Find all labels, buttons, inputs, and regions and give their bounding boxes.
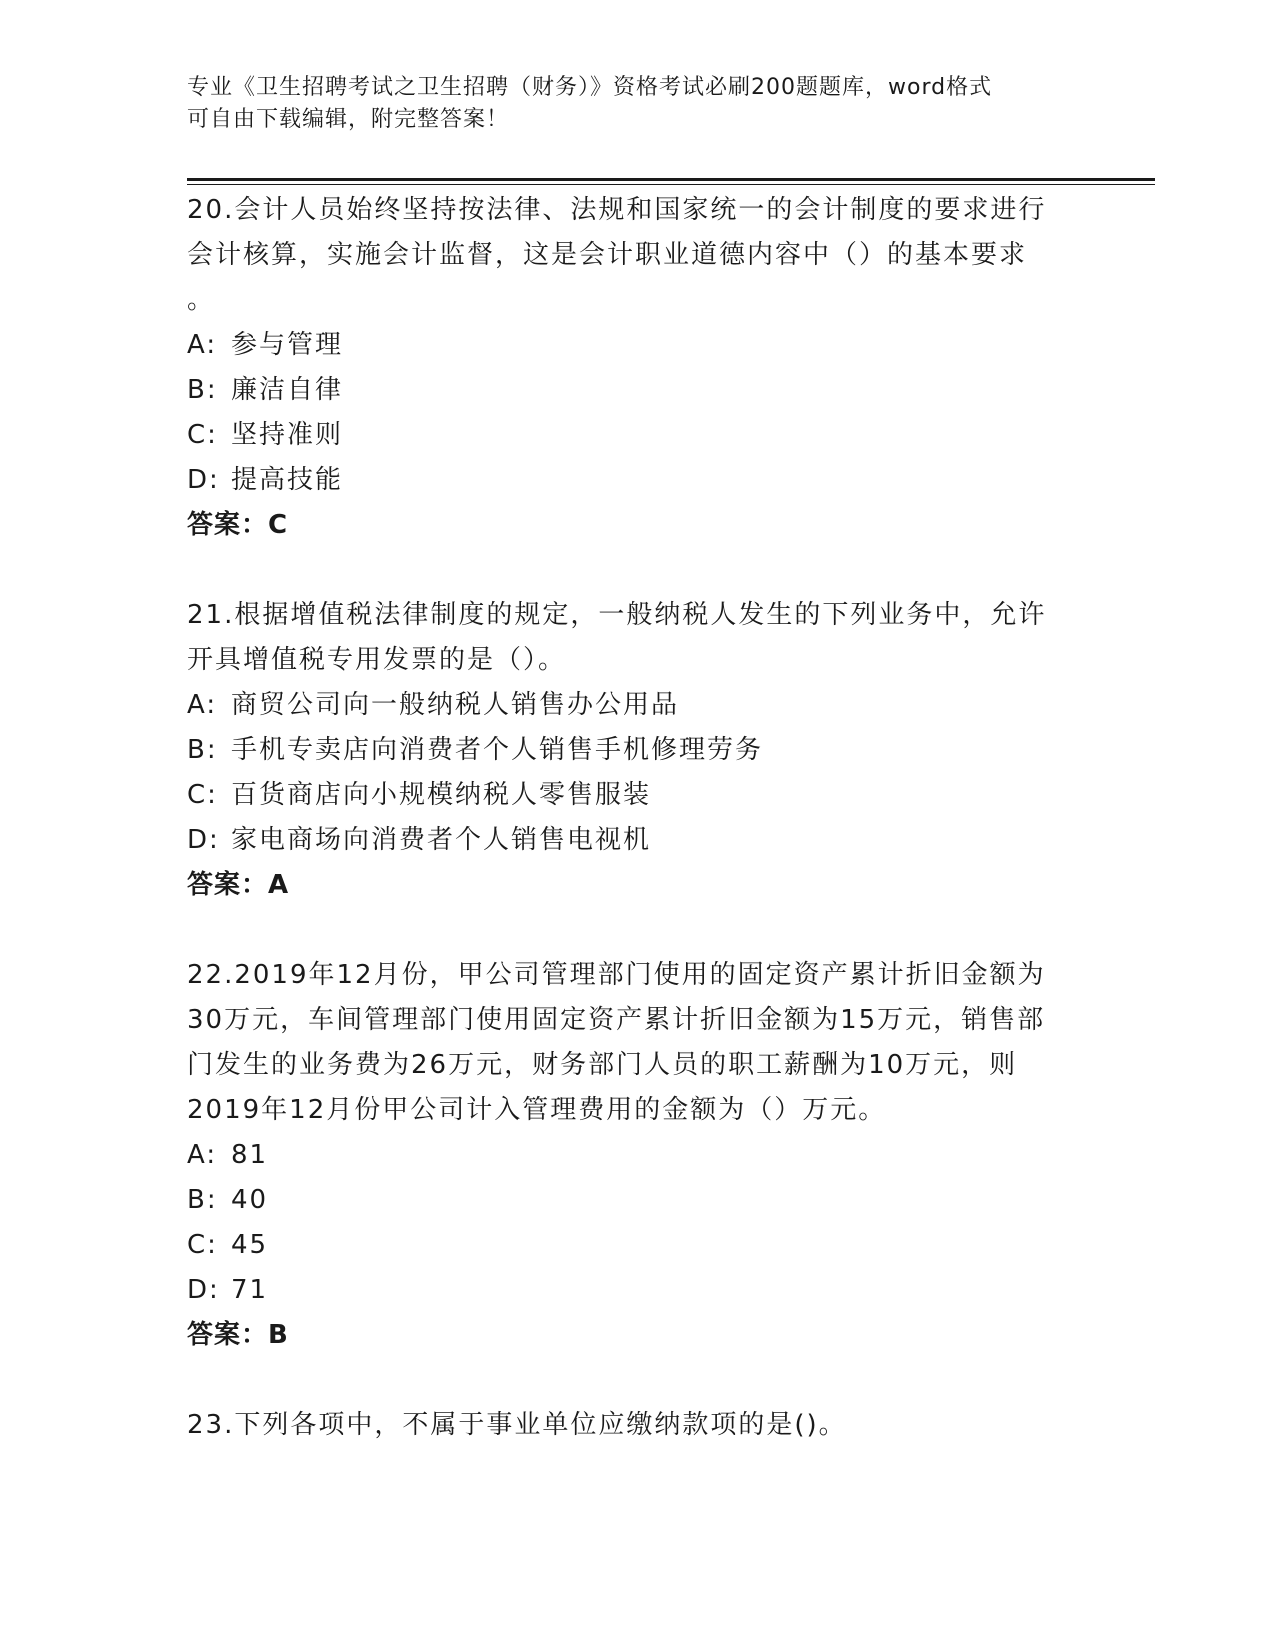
answer-line [187, 503, 1087, 548]
header-line-2: 可自由下载编辑，附完整答案！ [187, 107, 510, 132]
answer-line [187, 863, 1087, 908]
option-text: 家电商场向消费者个人销售电视机 [231, 825, 652, 855]
option-key: D: [187, 465, 220, 495]
header-line-1: 专业《卫生招聘考试之卫生招聘（财务）》资格考试必刷200题题库，word格式 [187, 75, 993, 100]
option-key: A: [187, 690, 218, 720]
option-text: 参与管理 [231, 330, 344, 360]
option-b [187, 368, 1087, 413]
answer-label: 答案： [187, 870, 269, 900]
question-stem-line: 2019年12月份甲公司计入管理费用的金额为（）万元。 [187, 1095, 887, 1125]
option-a [187, 683, 1087, 728]
question-stem-line: 30万元，车间管理部门使用固定资产累计折旧金额为15万元，销售部 [187, 1005, 1046, 1035]
question-stem-line: 21.根据增值税法律制度的规定，一般纳税人发生的下列业务中，允许 [187, 600, 1047, 630]
option-key: B: [187, 735, 218, 765]
option-key: D: [187, 825, 220, 855]
option-c [187, 413, 1087, 458]
question-stem-line: 。 [187, 285, 216, 315]
question-23 [187, 1403, 1087, 1448]
option-b [187, 728, 1087, 773]
option-key: C: [187, 420, 218, 450]
question-stem-line: 22.2019年12月份，甲公司管理部门使用的固定资产累计折旧金额为 [187, 960, 1046, 990]
option-text: 商贸公司向一般纳税人销售办公用品 [231, 690, 680, 720]
option-text: 提高技能 [231, 465, 344, 495]
option-d [187, 1268, 1087, 1313]
option-c [187, 1223, 1087, 1268]
answer-label: 答案： [187, 1320, 269, 1350]
question-stem-line: 会计核算，实施会计监督，这是会计职业道德内容中（）的基本要求 [187, 240, 1028, 270]
option-text: 40 [231, 1185, 269, 1215]
header-divider-thick [187, 178, 1155, 181]
answer-line [187, 1313, 1087, 1358]
question-22 [187, 953, 1087, 1358]
option-key: C: [187, 1230, 218, 1260]
answer-value: C [268, 510, 289, 540]
option-text: 45 [231, 1230, 269, 1260]
answer-value: A [268, 870, 290, 900]
question-stem-line: 20.会计人员始终坚持按法律、法规和国家统一的会计制度的要求进行 [187, 195, 1047, 225]
answer-value: B [268, 1320, 289, 1350]
option-text: 百货商店向小规模纳税人零售服装 [231, 780, 652, 810]
option-a [187, 323, 1087, 368]
question-spacer [187, 1358, 1087, 1403]
header-divider-thin [187, 184, 1155, 185]
option-key: B: [187, 375, 218, 405]
option-a [187, 1133, 1087, 1178]
question-list [187, 188, 1087, 1448]
question-stem-line: 23.下列各项中，不属于事业单位应缴纳款项的是()。 [187, 1410, 847, 1440]
option-text: 坚持准则 [231, 420, 344, 450]
question-stem-line: 门发生的业务费为26万元，财务部门人员的职工薪酬为10万元，则 [187, 1050, 1018, 1080]
document-header [187, 72, 1067, 136]
option-text: 71 [231, 1275, 269, 1305]
question-stem-line: 开具增值税专用发票的是（）。 [187, 645, 567, 675]
option-text: 廉洁自律 [231, 375, 344, 405]
question-spacer [187, 908, 1087, 953]
answer-label: 答案： [187, 510, 269, 540]
question-21 [187, 593, 1087, 908]
option-c [187, 773, 1087, 818]
question-spacer [187, 548, 1087, 593]
option-key: A: [187, 330, 218, 360]
option-d [187, 458, 1087, 503]
option-key: D: [187, 1275, 220, 1305]
option-d [187, 818, 1087, 863]
question-20 [187, 188, 1087, 548]
option-b [187, 1178, 1087, 1223]
option-key: B: [187, 1185, 218, 1215]
option-key: A: [187, 1140, 218, 1170]
option-text: 81 [231, 1140, 269, 1170]
option-text: 手机专卖店向消费者个人销售手机修理劳务 [231, 735, 764, 765]
option-key: C: [187, 780, 218, 810]
